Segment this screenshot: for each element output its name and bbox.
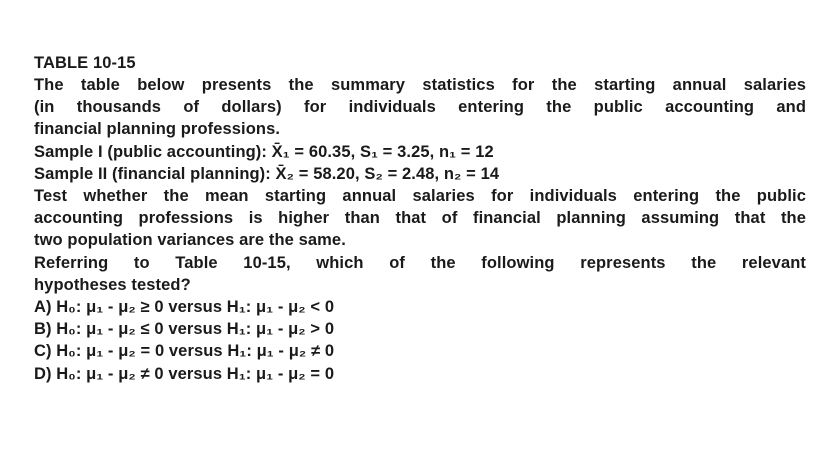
option-d[interactable]: D) H₀: μ₁ - μ₂ ≠ 0 versus H₁: μ₁ - μ₂ = 0 (34, 364, 335, 383)
sample-2-stats: Sample II (financial planning): X̄₂ = 58.20, S₂ = 2.48, n₂ = 14 (34, 164, 500, 183)
question-document (34, 52, 806, 385)
sample-1-stats: Sample I (public accounting): X̄₁ = 60.35, S₁ = 3.25, n₁ = 12 (34, 142, 494, 161)
test-line-2: accounting professions is higher than that of financial planning assuming that the (34, 209, 806, 228)
intro-line-3: financial planning professions. (34, 120, 281, 139)
question-line-1: Referring to Table 10-15, which of the following represents the relevant (34, 253, 806, 272)
test-line-1: Test whether the mean starting annual salaries for individuals entering the public (34, 187, 806, 206)
option-c[interactable]: C) H₀: μ₁ - μ₂ = 0 versus H₁: μ₁ - μ₂ ≠ 0 (34, 342, 335, 361)
table-title: TABLE 10-15 (34, 54, 136, 72)
option-a[interactable]: A) H₀: μ₁ - μ₂ ≥ 0 versus H₁: μ₁ - μ₂ < 0 (34, 298, 335, 317)
intro-line-2: (in thousands of dollars) for individuals entering the public accounting and (34, 98, 806, 117)
intro-line-1: The table below presents the summary statistics for the starting annual salaries (34, 76, 806, 94)
question-line-2: hypotheses tested? (34, 275, 191, 294)
option-b[interactable]: B) H₀: μ₁ - μ₂ ≤ 0 versus H₁: μ₁ - μ₂ > 0 (34, 320, 335, 339)
test-line-3: two population variances are the same. (34, 231, 346, 250)
